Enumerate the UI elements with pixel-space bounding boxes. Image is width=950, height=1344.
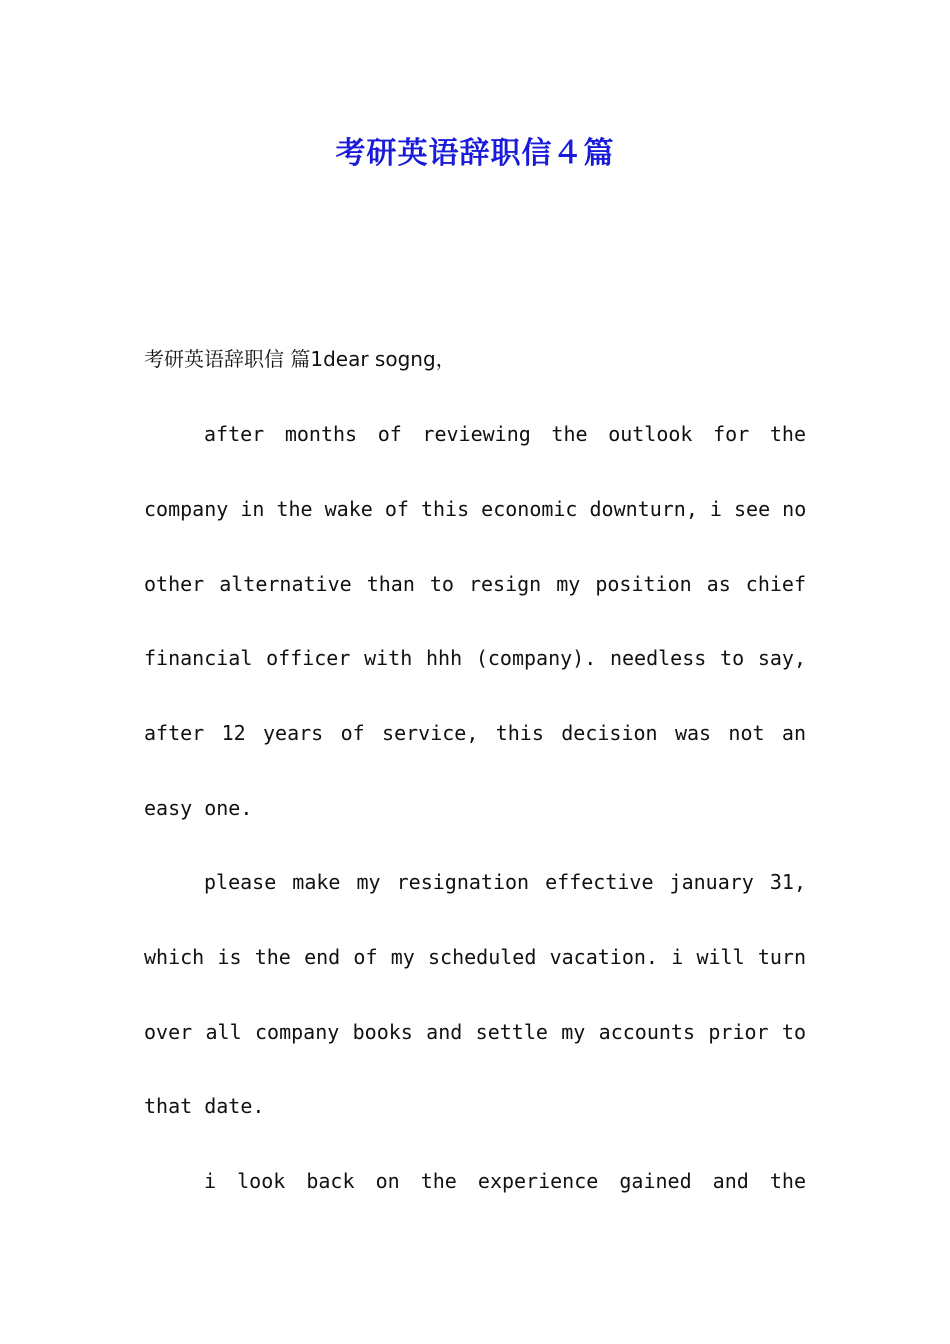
paragraph-line: easy one. [144,796,253,820]
paragraph-line: i look back on the experience gained and the [204,1169,806,1193]
paragraph-line: after months of reviewing the outlook for the [204,422,806,446]
paragraph-line: financial officer with hhh (company). needless to say, [144,646,806,670]
paragraph-line: company in the wake of this economic downturn, i see no [144,497,807,521]
paragraph-line: other alternative than to resign my position as chief [144,572,806,596]
paragraph-line: please make my resignation effective january 31, [204,870,806,894]
paragraph-line: which is the end of my scheduled vacation. i will turn [144,945,806,969]
paragraph-line: over all company books and settle my accounts prior to [144,1020,806,1044]
page-title: 考研英语辞职信４篇 [335,136,615,171]
paragraph-line: after 12 years of service, this decision was not an [144,721,806,745]
letter-heading-line: 考研英语辞职信 篇1dear sogng， [144,347,456,371]
paragraph-line: that date. [144,1094,265,1118]
